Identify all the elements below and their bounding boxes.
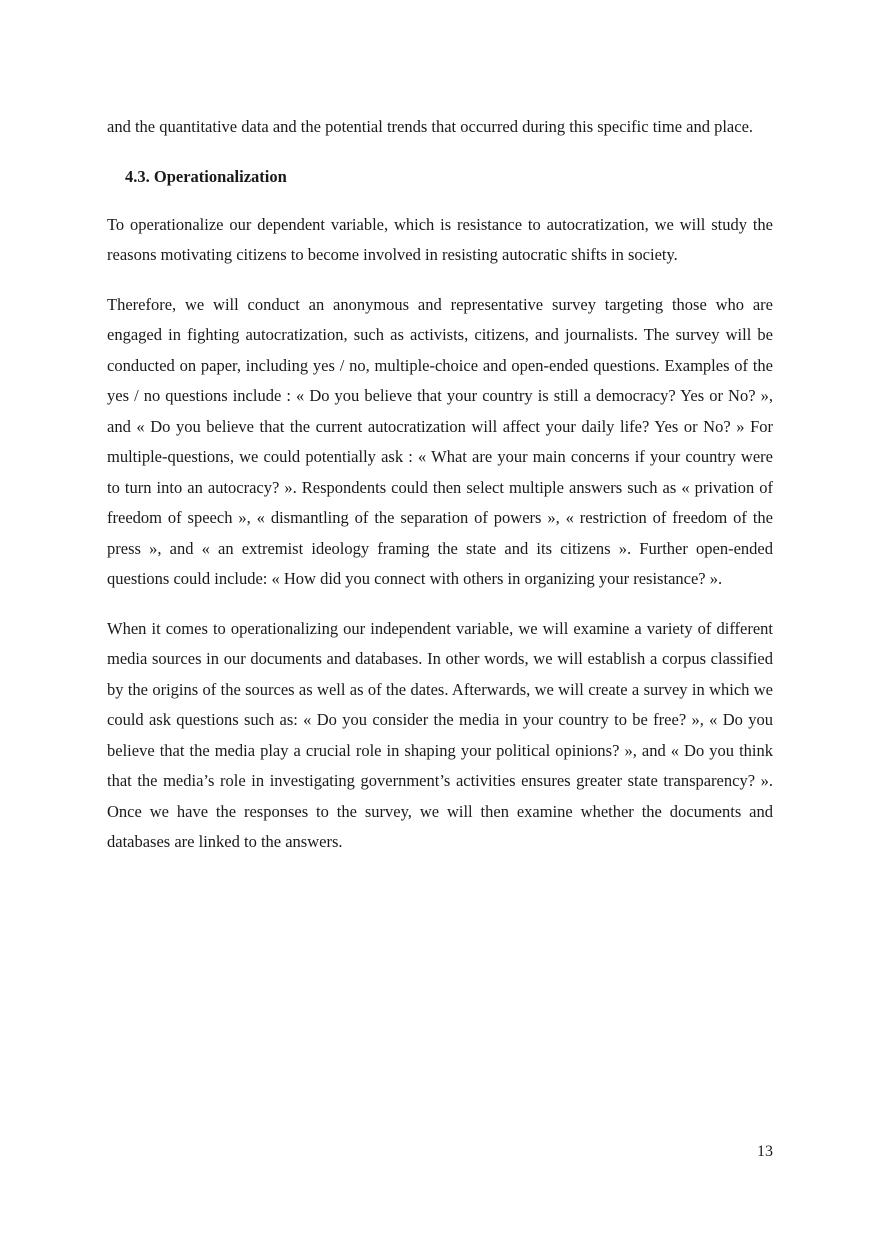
paragraph-continuation: and the quantitative data and the potential trends that occurred during this specific time and place. xyxy=(107,117,754,136)
section-heading: 4.3. Operationalization xyxy=(125,166,287,186)
paragraph-survey-details: Therefore, we will conduct an anonymous and representative survey targeting those who are engaged in fighting autocratization, such as activists, citizens, and journalists. The survey will be conducted on paper, including yes / no, multiple-choice and open-ended questions. Examples of the yes / no questions include : « Do you believe that your country is still a democracy? Yes or No? », and « Do you believe that the current autocratization will affect your daily life? Yes or No? » For multiple-questions, we could potentially ask : « What are your main concerns if your country were to turn into an autocracy? ». Respondents could then select multiple answers such as « privation of freedom of speech », « dismantling of the separation of powers », « restriction of freedom of the press », and « an extremist ideology framing the state and its citizens ». Further open-ended questions could include: « How did you connect with others in organizing your resistance? ». xyxy=(107,294,773,588)
paragraph-operationalize-dependent: To operationalize our dependent variable, which is resistance to autocratization, we will study the reasons motivating citizens to become involved in resisting autocratic shifts in society. xyxy=(107,214,773,264)
paragraph-independent-variable: When it comes to operationalizing our independent variable, we will examine a variety of different media sources in our documents and databases. In other words, we will establish a corpus classified by the origins of the sources as well as of the dates. Afterwards, we will create a survey in which we could ask questions such as: « Do you consider the media in your country to be free? », « Do you believe that the media play a crucial role in shaping your political opinions? », and « Do you think that the media’s role in investigating government’s activities ensures greater state transparency? ». Once we have the responses to the survey, we will then examine whether the documents and databases are linked to the answers. xyxy=(107,618,773,851)
page-number: 13 xyxy=(757,1143,773,1160)
